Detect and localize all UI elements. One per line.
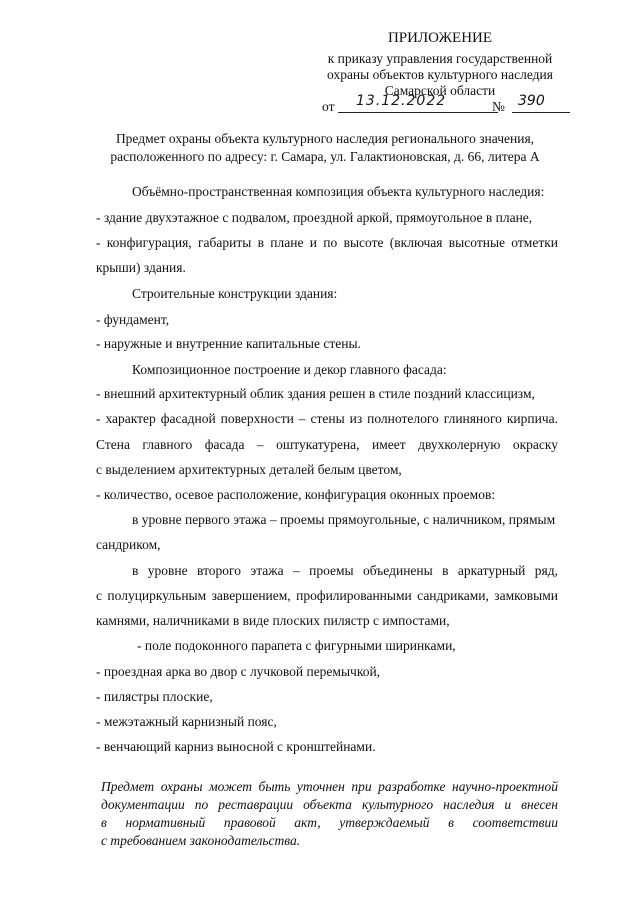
appendix-line-3: Самарской области [384, 83, 496, 98]
list-item: - характер фасадной поверхности – стены из полнотелого глиняного кирпича. [96, 411, 558, 426]
list-item: - венчающий карниз выносной с кронштейнами. [96, 739, 376, 754]
subject-line-2: расположенного по адресу: г. Самара, ул. Галактионовская, д. 66, литера А [110, 149, 540, 164]
handwritten-number: 390 [518, 93, 545, 109]
appendix-title: ПРИЛОЖЕНИЕ [387, 30, 493, 46]
footnote-line-4: с требованием законодательства. [101, 833, 301, 848]
list-item: - здание двухэтажное с подвалом, проездной аркой, прямоугольное в плане, [96, 210, 533, 225]
list-item: - пилястры плоские, [96, 689, 213, 704]
subject-line-1: Предмет охраны объекта культурного наследия регионального значения, [115, 131, 535, 146]
sub-item-continuation: сандриком, [96, 537, 161, 552]
list-item: - фундамент, [96, 312, 170, 327]
list-item: - межэтажный карнизный пояс, [96, 714, 277, 729]
list-item-continuation: с выделением архитектурных деталей белым цветом, [96, 462, 402, 477]
date-prefix: от [322, 99, 335, 114]
date-field [338, 93, 498, 113]
list-item-continuation: Стена главного фасада – оштукатурена, имеет двухколерную окраску [96, 437, 558, 452]
sub-item: в уровне второго этажа – проемы объединены в аркатурный ряд, [132, 563, 558, 578]
sub-item-continuation: камнями, наличниками в виде плоских пилястр с импостами, [96, 613, 450, 628]
sub-item-continuation: с полуциркульным завершением, профилированными сандриками, замковыми [96, 588, 558, 603]
number-prefix: № [492, 99, 505, 114]
footnote-line-2: документации по реставрации объекта культурного наследия и внесен [101, 797, 558, 812]
list-item: - внешний архитектурный облик здания решен в стиле поздний классицизм, [96, 386, 535, 401]
sub-item: в уровне первого этажа – проемы прямоугольные, с наличником, прямым [132, 512, 556, 527]
list-item: - конфигурация, габариты в плане и по высоте (включая высотные отметки [96, 235, 558, 250]
sub-item: - поле подоконного парапета с фигурными ширинками, [137, 638, 456, 653]
appendix-line-2: охраны объектов культурного наследия [327, 67, 553, 82]
footnote-line-1: Предмет охраны может быть уточнен при разработке научно-проектной [101, 779, 558, 794]
section-heading-facade: Композиционное построение и декор главного фасада: [132, 362, 447, 377]
list-item: - проездная арка во двор с лучковой перемычкой, [96, 664, 381, 679]
footnote-line-3: в нормативный правовой акт, утверждаемый в соответствии [101, 815, 558, 830]
list-item-continuation: крыши) здания. [96, 260, 186, 275]
appendix-line-1: к приказу управления государственной [327, 51, 553, 66]
list-item: - наружные и внутренние капитальные стены. [96, 336, 361, 351]
list-item: - количество, осевое расположение, конфигурация оконных проемов: [96, 487, 496, 502]
date-number-line [322, 93, 580, 115]
section-heading-volume: Объёмно-пространственная композиция объекта культурного наследия: [132, 184, 545, 199]
number-field [512, 93, 570, 113]
handwritten-date: 13.12.2022 [356, 93, 447, 109]
section-heading-structures: Строительные конструкции здания: [132, 286, 338, 301]
